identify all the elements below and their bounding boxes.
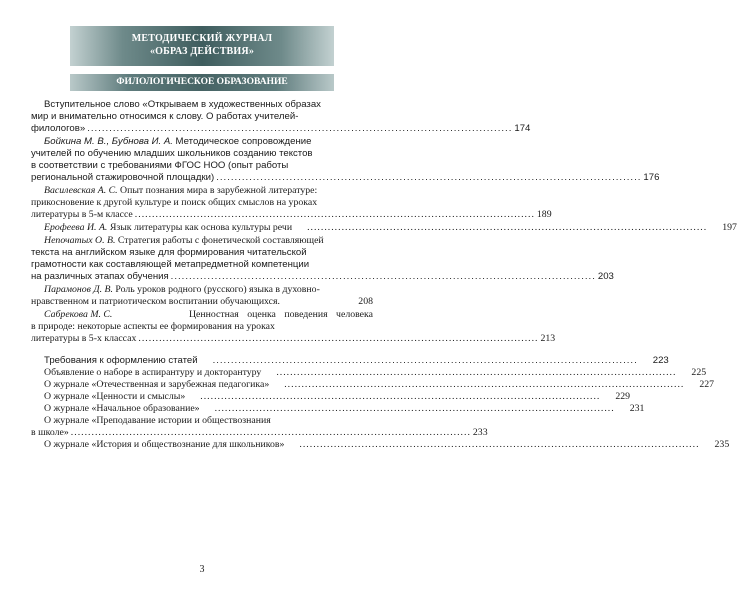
toc-entry[interactable] [31, 284, 373, 308]
dot-leader: .................................................................................................................... [216, 172, 642, 183]
journal-header-line2: «ОБРАЗ ДЕЙСТВИЯ» [149, 45, 255, 57]
toc-page-number: 176 [643, 172, 660, 183]
info-entry[interactable] [31, 355, 669, 367]
toc-author: Парамонов Д. В. [44, 284, 113, 295]
dot-leader: .................................................................................................................... [284, 379, 685, 390]
info-entry[interactable] [31, 391, 631, 403]
info-entry[interactable] [31, 439, 730, 451]
page-number: 3 [199, 564, 205, 575]
toc-entry-line: текста на английском языке для формирования читательской [31, 247, 307, 258]
toc-entry-line: Стратегия работы с фонетической составляющей [115, 235, 324, 246]
info-entry[interactable] [31, 367, 707, 379]
journal-header-line1: МЕТОДИЧЕСКИЙ ЖУРНАЛ [131, 33, 273, 44]
dot-leader: .................................................................................................................... [138, 333, 539, 344]
toc-entry[interactable] [31, 222, 737, 234]
toc-entry-line: грамотности как составляющей метапредметной компетенции [31, 259, 310, 270]
toc-entry-line: Опыт познания мира в зарубежной литературе: [117, 185, 318, 196]
toc-entry[interactable] [31, 235, 614, 283]
toc-entry-line: прикосновение к другой культуре и поиск общих смыслов на уроках [31, 197, 318, 208]
table-of-contents [31, 99, 737, 451]
toc-entry-line: филологов» [31, 123, 86, 134]
toc-page-number: 197 [722, 222, 737, 233]
toc-entry-line: Роль уроков родного (русского) языка в духовно- [112, 284, 320, 295]
toc-entry-line: Ценностная оценка поведения человека [188, 309, 373, 320]
info-entry[interactable] [31, 403, 645, 415]
toc-entry-line: мир и внимательно относимся к слову. О работах учителей- [31, 111, 299, 122]
toc-entry-line: региональной стажировочной площадки) [31, 172, 215, 183]
toc-page-number: 235 [714, 439, 730, 450]
info-entry-text: Требования к оформлению статей [44, 355, 198, 366]
journal-header-banner [70, 26, 334, 66]
toc-entry[interactable] [31, 99, 531, 135]
toc-page-number: 225 [691, 367, 707, 378]
toc-author: Сабрекова М. С. [44, 309, 113, 320]
dot-leader: .................................................................................................................... [170, 271, 596, 282]
toc-entry-line: в соответствии с требованиями ФГОС НОО (опыт работы [31, 160, 289, 171]
info-entry-text: Объявление о наборе в аспирантуру и докторантуру [44, 367, 262, 378]
toc-entry[interactable] [31, 309, 556, 345]
toc-entry-line: на различных этапах обучения [31, 271, 169, 282]
dot-leader: .................................................................................................................... [307, 222, 708, 233]
toc-entry-line: нравственном и патриотическом воспитании обучающихся. [31, 296, 280, 307]
dot-leader: .................................................................................................................... [134, 209, 535, 220]
info-entry-text: в школе» [31, 427, 69, 438]
toc-entry-line: Язык литературы как основа культуры речи [107, 222, 293, 233]
page-footer [0, 564, 404, 575]
toc-page-number: 203 [597, 271, 614, 282]
toc-author: Непочатых О. В. [44, 235, 116, 246]
dot-leader: .................................................................................................................... [276, 367, 677, 378]
toc-entry-line: в природе: некоторые аспекты ее формирования на уроках [31, 321, 275, 332]
toc-author: Ерофеева И. А. [44, 222, 108, 233]
toc-entry-line: литературы в 5-м классе [31, 209, 133, 220]
info-entry-text: О журнале «Преподавание истории и обществознания [44, 415, 271, 426]
toc-author: Бойкина М. В., Бубнова И. А. [44, 136, 173, 147]
toc-entry-line: Вступительное слово «Открываем в художественных образах [44, 99, 321, 110]
info-entry-text: О журнале «История и обществознание для школьников» [44, 439, 285, 450]
info-entry[interactable] [31, 415, 488, 439]
toc-page-number: 189 [536, 209, 552, 220]
toc-page-number: 229 [615, 391, 631, 402]
info-entry[interactable] [31, 379, 715, 391]
toc-page-number: 213 [540, 333, 556, 344]
dot-leader: .................................................................................................................... [299, 439, 700, 450]
toc-entry[interactable] [31, 185, 552, 221]
dot-leader: .................................................................................................................... [214, 403, 615, 414]
info-entry-text: О журнале «Отечественная и зарубежная педагогика» [44, 379, 270, 390]
toc-page-number: 174 [514, 123, 531, 134]
dot-leader: .................................................................................................................... [212, 355, 638, 366]
dot-leader: .................................................................................................................... [70, 427, 471, 438]
toc-page-number: 227 [699, 379, 715, 390]
toc-page-number: 233 [472, 427, 488, 438]
info-entry-text: О журнале «Ценности и смыслы» [44, 391, 186, 402]
toc-entry-line: литературы в 5-х классах [31, 333, 137, 344]
toc-entry-line: Методическое сопровождение [172, 136, 312, 147]
toc-page-number: 208 [358, 296, 373, 307]
toc-page-number: 223 [652, 355, 669, 366]
info-entry-text: О журнале «Начальное образование» [44, 403, 200, 414]
toc-author: Василевская А. С. [44, 185, 118, 196]
dot-leader: .................................................................................................................... [200, 391, 601, 402]
toc-page-number: 231 [629, 403, 645, 414]
section-title: ФИЛОЛОГИЧЕСКОЕ ОБРАЗОВАНИЕ [116, 77, 288, 87]
toc-entry[interactable] [31, 136, 660, 184]
section-title-banner [70, 74, 334, 91]
toc-entry-line: учителей по обучению младших школьников созданию текстов [31, 148, 313, 159]
dot-leader: .................................................................................................................... [87, 123, 513, 134]
